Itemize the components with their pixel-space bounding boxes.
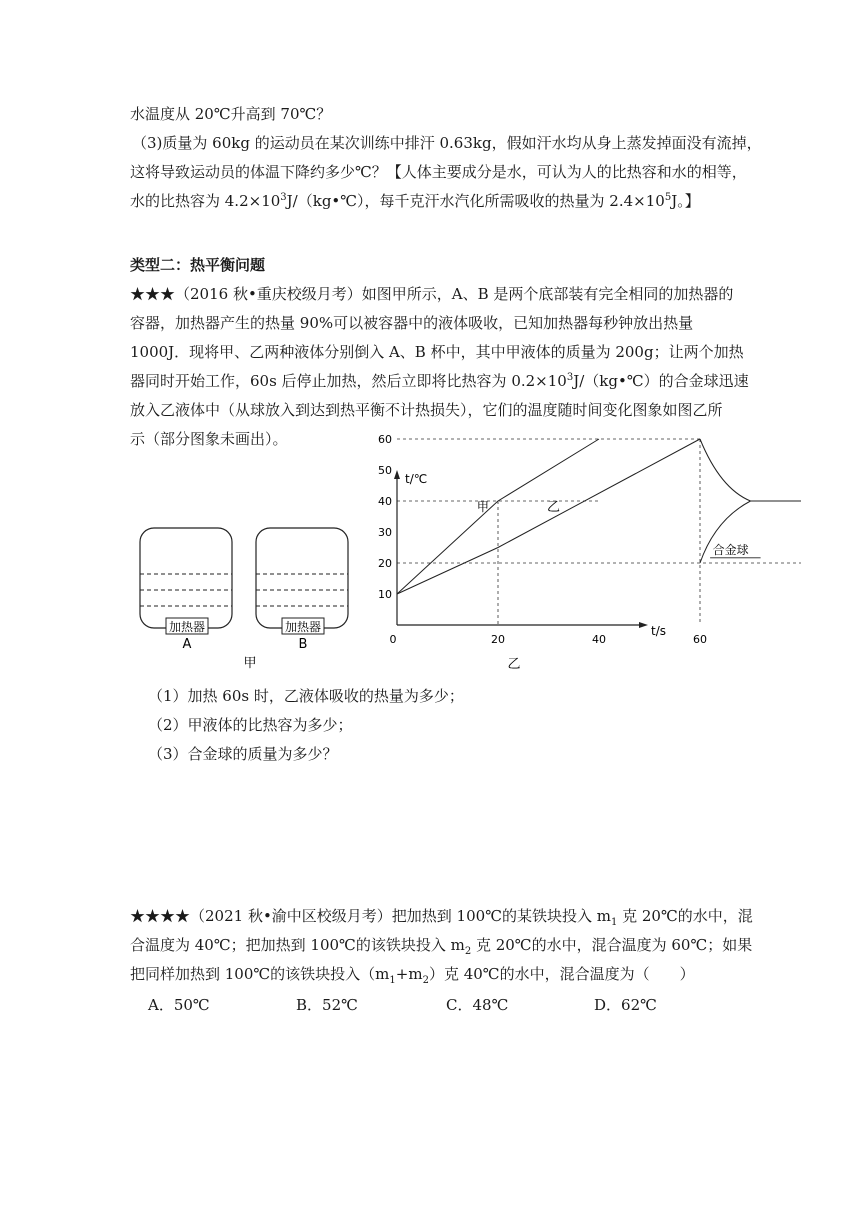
- label-yi: 乙: [547, 500, 561, 515]
- x-tick-label: 40: [592, 633, 606, 646]
- heater-label: 加热器: [284, 620, 322, 634]
- container-b: [256, 528, 348, 628]
- problem-text: 器同时开始工作，60s 后停止加热，然后立即将比热容为 $0.2\times 10^3J/(kg•℃)$的合金球迅速: [130, 372, 749, 390]
- y-tick-label: 50: [378, 464, 392, 477]
- problem-text: 1000J．现将甲、乙两种液体分别倒入 A、B 杯中，其中甲液体的质量为 200g；让两个加热: [130, 343, 744, 361]
- series-yi-line: [397, 439, 700, 594]
- problem-text: ★★★（2016 秋•重庆校级月考）如图甲所示，A、B 是两个底部装有完全相同的加热器的: [130, 285, 734, 303]
- container-a: [140, 528, 232, 628]
- y-tick-label: 20: [378, 557, 392, 570]
- option-b[interactable]: B．52℃: [296, 996, 358, 1014]
- label-jia: 甲: [476, 500, 489, 514]
- x-tick-label: 20: [491, 633, 505, 646]
- problem-text: 示（部分图象未画出）。: [130, 430, 288, 448]
- y-axis-arrow: [394, 470, 400, 479]
- y-tick-label: 60: [378, 433, 392, 446]
- heater-label: 加热器: [168, 620, 206, 634]
- text-line: 水温度从 20℃升高到 70℃？: [130, 105, 332, 123]
- problem-text: 放入乙液体中（从球放入到达到热平衡不计热损失），它们的温度随时间变化图象如图乙所: [130, 401, 723, 419]
- series-yi-cooling-line: [700, 439, 801, 501]
- y-tick-label: 30: [378, 526, 392, 539]
- question: （1）加热 60s 时，乙液体吸收的热量为多少；: [148, 687, 464, 705]
- problem-text: 把同样加热到 100℃的该铁块投入$(m_1+m_2)$克 40℃的水中，混合温度为（ ）: [130, 965, 695, 986]
- option-d[interactable]: D．62℃: [594, 996, 657, 1014]
- container-b-label: B: [298, 637, 308, 652]
- y-tick-label: 40: [378, 495, 392, 508]
- x-tick-label: 60: [693, 633, 707, 646]
- figure-caption-jia: 甲: [243, 656, 257, 671]
- x-axis-arrow: [639, 622, 648, 628]
- problem-text: 合温度为 40℃；把加热到 100℃的该铁块投入 $m_2$ 克 20℃的水中，混合温度为 60℃；如果: [130, 936, 753, 957]
- temperature-time-chart: [375, 433, 749, 675]
- question: （3）合金球的质量为多少？: [148, 745, 338, 763]
- figure-containers: [130, 520, 370, 670]
- option-c[interactable]: C．48℃: [446, 996, 509, 1014]
- text-line: 水的比热容为 $4.2\times 10^3J/(kg•℃)$，每千克汗水汽化所需吸收的热量为 $2.4\times 10^5J$。】: [130, 192, 700, 210]
- figure-caption-yi: 乙: [507, 657, 521, 672]
- x-axis-label: t/s: [651, 624, 666, 638]
- option-a[interactable]: A．50℃: [148, 996, 210, 1014]
- problem-text: ★★★★（2021 秋•渝中区校级月考）把加热到 100℃的某铁块投入 $m_1$ 克 20℃的水中，混: [130, 907, 753, 928]
- problem-text: 容器，加热器产生的热量 90%可以被容器中的液体吸收，已知加热器每秒钟放出热量: [130, 314, 694, 332]
- question: （2）甲液体的比热容为多少；: [148, 716, 353, 734]
- section-heading: 类型二：热平衡问题: [130, 256, 266, 274]
- label-alloy-ball: 合金球: [712, 542, 749, 557]
- text-line: （3)质量为 60kg 的运动员在某次训练中排汗 0.63kg，假如汗水均从身上蒸发掉面没有流掉，: [132, 134, 762, 152]
- container-a-label: A: [182, 637, 192, 652]
- y-tick-label: 10: [378, 588, 392, 601]
- y-axis-label: t/℃: [405, 472, 428, 486]
- text-line: 这将导致运动员的体温下降约多少℃？【人体主要成分是水，可认为人的比热容和水的相等，: [130, 163, 747, 181]
- series-jia-line: [397, 439, 599, 594]
- x-tick-label: 0: [389, 633, 397, 646]
